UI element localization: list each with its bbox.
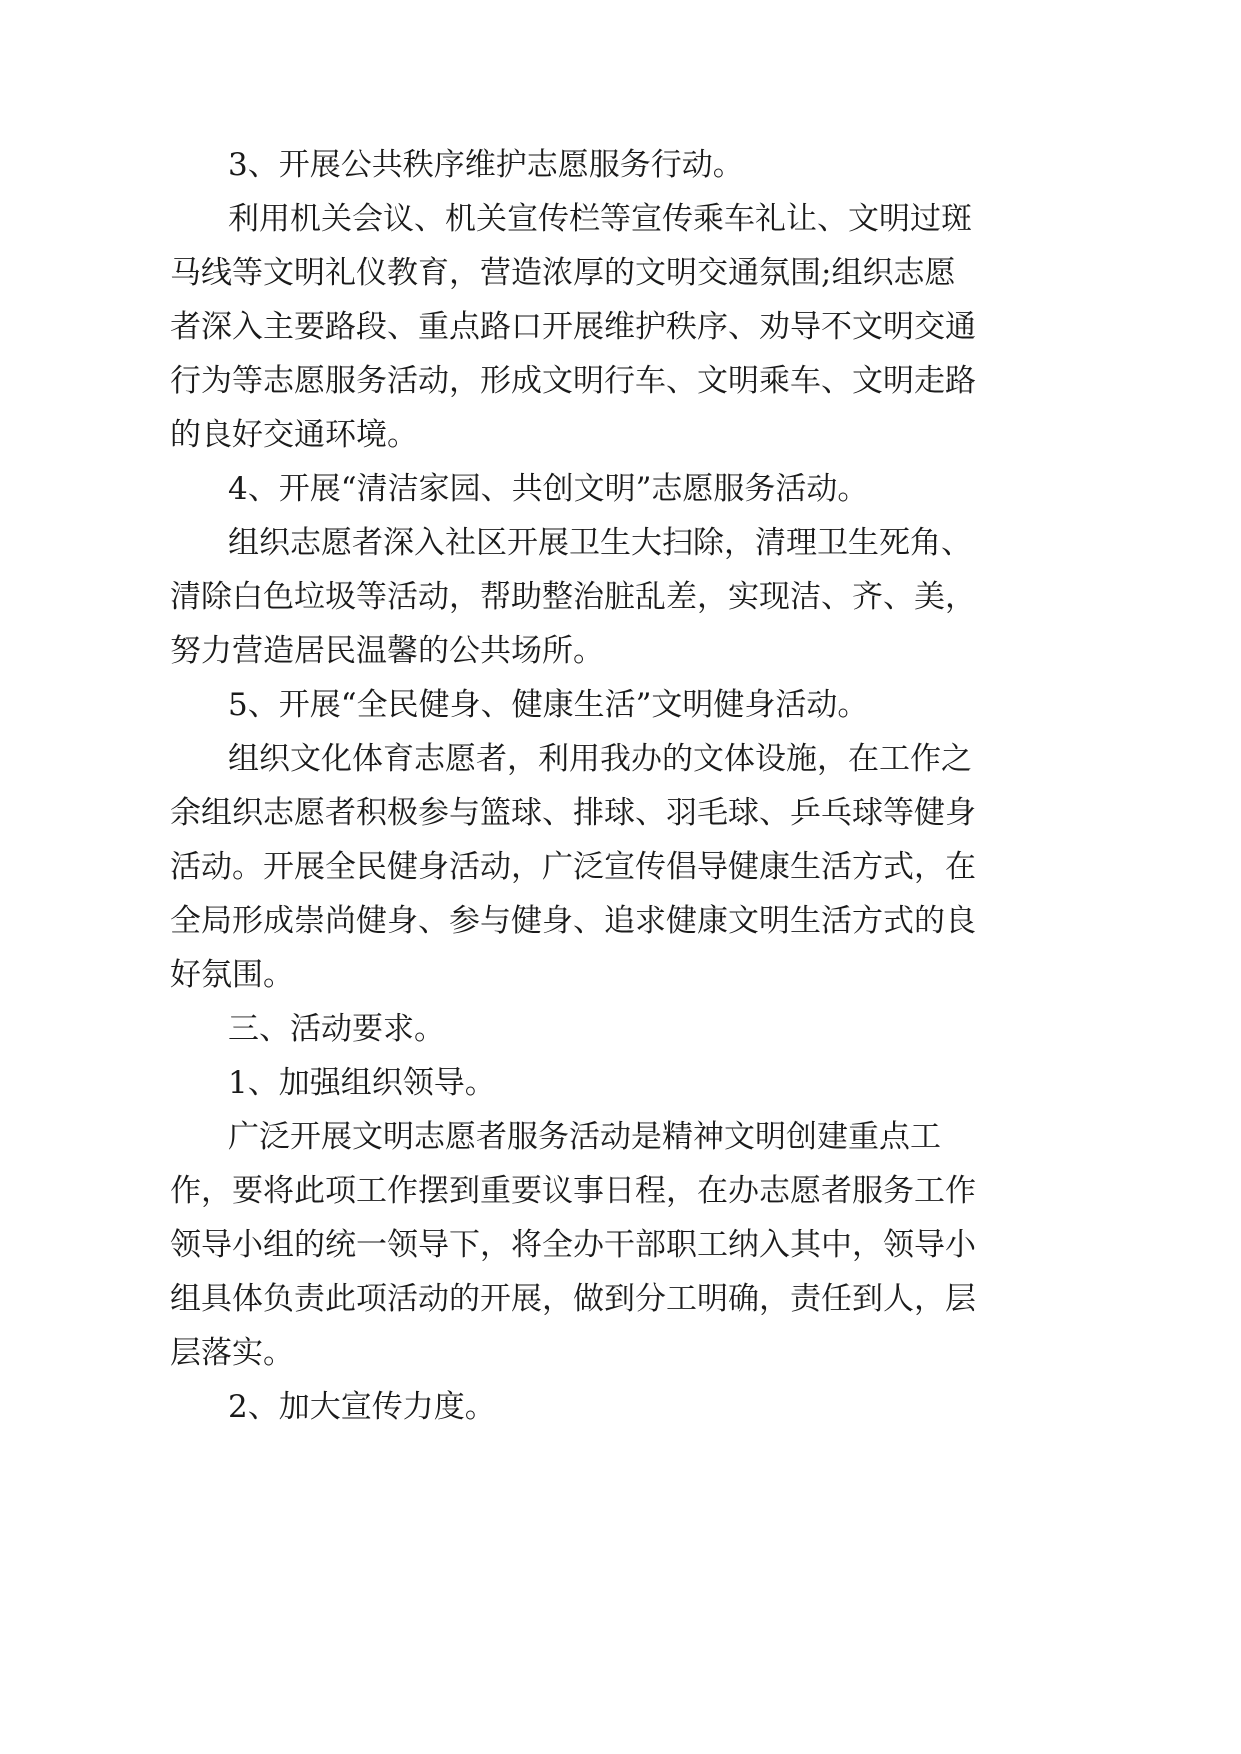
text-line: 余组织志愿者积极参与篮球、排球、羽毛球、乒乓球等健身 xyxy=(170,795,976,831)
text-line: 领导小组的统一领导下，将全办干部职工纳入其中，领导小 xyxy=(170,1227,976,1263)
text-line: 3、开展公共秩序维护志愿服务行动。 xyxy=(228,147,744,183)
text-line: 利用机关会议、机关宣传栏等宣传乘车礼让、文明过斑 xyxy=(228,201,972,237)
text-line: 1、加强组织领导。 xyxy=(228,1065,496,1101)
text-line: 者深入主要路段、重点路口开展维护秩序、劝导不文明交通 xyxy=(170,309,976,345)
text-line: 马线等文明礼仪教育，营造浓厚的文明交通氛围;组织志愿 xyxy=(170,255,956,291)
text-line: 2、加大宣传力度。 xyxy=(228,1389,496,1425)
text-line: 行为等志愿服务活动，形成文明行车、文明乘车、文明走路 xyxy=(170,363,976,399)
text-line: 广泛开展文明志愿者服务活动是精神文明创建重点工 xyxy=(228,1119,941,1155)
text-line: 层落实。 xyxy=(170,1335,294,1371)
text-line: 全局形成崇尚健身、参与健身、追求健康文明生活方式的良 xyxy=(170,903,976,939)
text-line: 的良好交通环境。 xyxy=(170,417,418,453)
text-line: 组织文化体育志愿者，利用我办的文体设施，在工作之 xyxy=(228,741,972,777)
text-line: 4、开展“清洁家园、共创文明”志愿服务活动。 xyxy=(228,471,869,507)
text-line: 5、开展“全民健身、健康生活”文明健身活动。 xyxy=(228,687,869,723)
text-line: 活动。开展全民健身活动，广泛宣传倡导健康生活方式，在 xyxy=(170,849,976,885)
text-line: 组织志愿者深入社区开展卫生大扫除，清理卫生死角、 xyxy=(228,525,972,561)
text-line: 作，要将此项工作摆到重要议事日程，在办志愿者服务工作 xyxy=(170,1173,976,1209)
text-line: 努力营造居民温馨的公共场所。 xyxy=(170,633,604,669)
text-line: 好氛围。 xyxy=(170,957,294,993)
section-heading: 三、活动要求。 xyxy=(228,1011,445,1047)
text-line: 清除白色垃圾等活动，帮助整治脏乱差，实现洁、齐、美， xyxy=(170,579,976,615)
text-line: 组具体负责此项活动的开展，做到分工明确，责任到人，层 xyxy=(170,1281,976,1317)
